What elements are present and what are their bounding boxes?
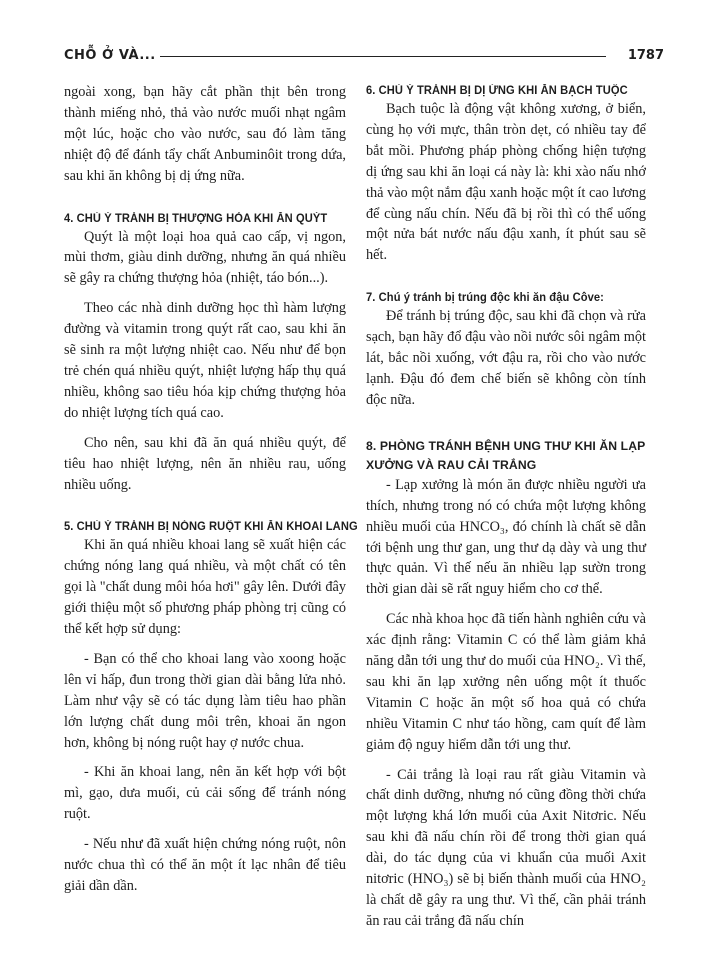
section-4-paragraph-3: Cho nên, sau khi đã ăn quá nhiều quýt, để tiêu hao nhiệt lượng, nên ăn nhiều rau, uống nhiều uống.	[64, 434, 346, 493]
section-5-heading: 5. CHÚ Ý TRÁNH BỊ NÓNG RUỘT KHI ĂN KHOAI LANG	[64, 520, 358, 534]
section-6-heading: 6. CHÚ Ý TRÁNH BỊ DỊ ỨNG KHI ĂN BẠCH TUỘC	[366, 84, 628, 97]
left-column	[64, 82, 358, 897]
section-5-paragraph-3: - Khi ăn khoai lang, nên ăn kết hợp với bột mì, gạo, dưa muối, củ cải sống để tránh nóng ruột.	[64, 764, 346, 823]
section-4-paragraph-1: Quýt là một loại hoa quả cao cấp, vị ngon, mùi thơm, giàu dinh dưỡng, nhưng ăn quá nhiều sẽ gây ra chứng thượng hỏa (nhiệt, táo bón...).	[64, 228, 346, 287]
section-8-heading: 8. PHÒNG TRÁNH BỆNH UNG THƯ KHI ĂN LẠP XƯỞNG VÀ RAU CẢI TRẮNG	[366, 438, 646, 472]
section-4-paragraph-2: Theo các nhà dinh dưỡng học thì hàm lượng đường và vitamin trong quýt rất cao, sau khi ăn sẽ sinh ra một lượng nhiệt cao. Nếu như để bọn trẻ chén quá nhiều quýt, nhiệt lượng hấp thụ quá nhiều, không sao tiêu hóa kịp chứng thượng hỏa do nhiệt lượng tích quá cao.	[64, 300, 346, 421]
section-4-heading: 4. CHÚ Ý TRÁNH BỊ THƯỢNG HỎA KHI ĂN QUÝT	[64, 211, 328, 225]
section-8-paragraph-1: - Lạp xưởng là món ăn được nhiều người ưa thích, nhưng trong nó có chứa một lượng không nhiều muối của HNCO₃, đó chính là chất sẽ dẫn tới bệnh ung thư gan, ung thư dạ dày và ung thư thực quản. Vì thế nếu ăn nhiều lạp sườn trong thời gian dài sẽ rất nguy hiểm cho cơ thể.	[366, 476, 646, 598]
section-8-paragraph-2: Các nhà khoa học đã tiến hành nghiên cứu và xác định rằng: Vitamin C có thể làm giảm khả năng dẫn tới ung thư do muối của HNO₂. Vì thế, sau khi ăn lạp xưởng nên uống một ít thuốc Vitamin C hoặc ăn một số hoa quả có chứa nhiều Vitamin C như táo hồng, cam quít để làm giảm độ nguy hiểm dẫn tới ung thư.	[366, 611, 646, 753]
right-column	[366, 82, 646, 932]
section-7-heading: 7. Chú ý tránh bị trúng độc khi ăn đậu Côve:	[366, 291, 604, 305]
page-number: 1787	[627, 48, 664, 63]
section-7-paragraph-1: Để tránh bị trúng độc, sau khi đã chọn và rửa sạch, bạn hãy đổ đậu vào nồi nước sôi ngâm một lát, bắc nồi xuống, vớt đậu ra, rồi cho vào nước lạnh. Đậu đó đem chế biến sẽ không còn tính độc nữa.	[366, 308, 646, 408]
section-5-paragraph-2: - Bạn có thể cho khoai lang vào xoong hoặc lên vỉ hấp, đun trong thời gian dài bằng lửa nhỏ. Làm như vậy sẽ có tác dụng làm tiêu hao phần lớn lượng chất dung môi trên, khoai ăn ngon hơn, không bị nóng ruột hay ợ nước chua.	[64, 650, 346, 751]
section-5-paragraph-4: - Nếu như đã xuất hiện chứng nóng ruột, nôn nước chua thì có thể ăn một ít lạc nhân để tiêu giải dần dần.	[64, 836, 346, 894]
running-header	[64, 48, 664, 66]
section-8-paragraph-3: - Cải trắng là loại rau rất giàu Vitamin và chất dinh dưỡng, nhưng nó cũng đồng thời chứa một lượng khá lớn muối của Axit Nitơric. Nếu sau khi đã nấu chín rồi để trong thời gian quá dài, do tác dụng của vi khuẩn của muối Axit nitơric (HNO₃) sẽ bị biến thành muối của HNO₂ là chất dễ gây ra ung thư. Vì thế, cần phải tránh ăn rau cải trắng đã nấu chín	[366, 766, 646, 929]
section-6-paragraph-1: Bạch tuộc là động vật không xương, ở biển, cùng họ với mực, thân tròn dẹt, có nhiều tay để bắt mồi. Phương pháp phòng chống hiện tượng dị ứng sau khi ăn loại cá này là: khi xào nấu nhớ thả vào một nắm đậu xanh hoặc một ít cao lương để cùng nấu chín. Nếu đã bị rồi thì có thể uống một nửa bát nước nấu đậu xanh, ít phút sau sẽ hết.	[366, 101, 646, 264]
header-rule	[160, 56, 606, 57]
running-title: CHỖ Ở VÀ...	[64, 48, 156, 63]
intro-paragraph: ngoài xong, bạn hãy cắt phần thịt bên trong thành miếng nhỏ, thả vào nước muối nhạt ngâm một lúc, hoặc cho vào nước, sau đó làm tăng nhiệt độ để đánh tẩy chất Anbuminôit trong dứa, sau khi ăn không bị dị ứng nữa.	[64, 84, 346, 184]
section-5-paragraph-1: Khi ăn quá nhiều khoai lang sẽ xuất hiện các chứng nóng lang quá nhiều, và một chất có tên gọi là "chất dung môi hóa hơi" gây lên. Dưới đây giới thiệu một số phương pháp phòng trị cũng có thể kết hợp sử dụng:	[64, 537, 346, 638]
